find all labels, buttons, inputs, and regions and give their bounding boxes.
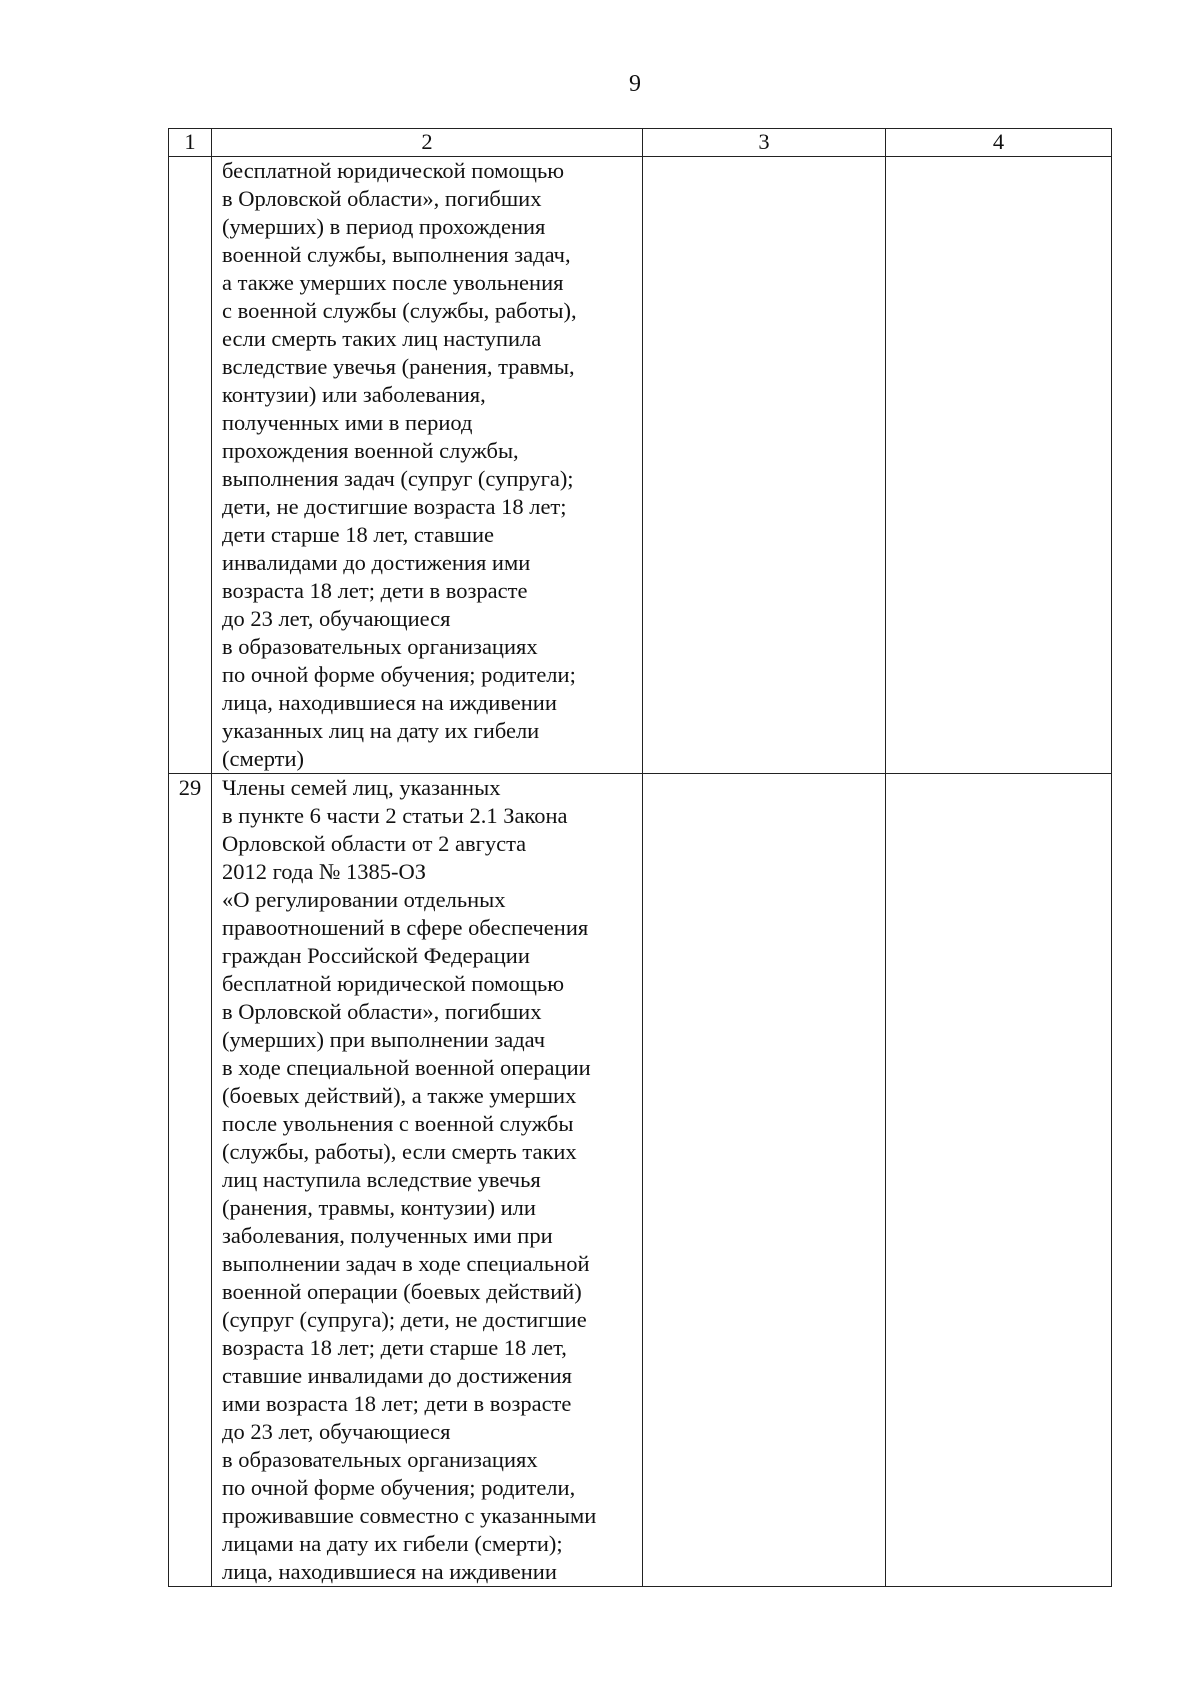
text-line: указанных лиц на дату их гибели [222, 718, 540, 743]
text-line: 2012 года № 1385-ОЗ [222, 859, 427, 884]
text-line: возраста 18 лет; дети в возрасте [222, 578, 528, 603]
row-col-4 [886, 774, 1112, 1587]
text-line: по очной форме обучения; родители, [222, 1475, 576, 1500]
text-line: Орловской области от 2 августа [222, 831, 527, 856]
text-line: (службы, работы), если смерть таких [222, 1139, 577, 1164]
text-line: в пункте 6 части 2 статьи 2.1 Закона [222, 803, 568, 828]
text-line: (боевых действий), а также умерших [222, 1083, 577, 1108]
text-line: лицами на дату их гибели (смерти); [222, 1531, 563, 1556]
text-line: с военной службы (службы, работы), [222, 298, 577, 323]
text-line: проживавшие совместно с указанными [222, 1503, 597, 1528]
row-description [212, 157, 643, 774]
text-line: до 23 лет, обучающиеся [222, 1419, 451, 1444]
text-line: по очной форме обучения; родители; [222, 662, 576, 687]
text-line: возраста 18 лет; дети старше 18 лет, [222, 1335, 567, 1360]
text-line: ставшие инвалидами до достижения [222, 1363, 572, 1388]
text-line: а также умерших после увольнения [222, 270, 564, 295]
header-col-2: 2 [212, 129, 643, 157]
text-line: бесплатной юридической помощью [222, 971, 565, 996]
header-col-3: 3 [643, 129, 886, 157]
row-col-3 [643, 774, 886, 1587]
text-line: «О регулировании отдельных [222, 887, 506, 912]
text-line: военной службы, выполнения задач, [222, 242, 571, 267]
table-row [169, 157, 1112, 774]
text-line: если смерть таких лиц наступила [222, 326, 542, 351]
row-col-4 [886, 157, 1112, 774]
text-line: дети старше 18 лет, ставшие [222, 522, 494, 547]
text-line: в Орловской области», погибших [222, 186, 542, 211]
text-line: (смерти) [222, 746, 305, 771]
text-line: граждан Российской Федерации [222, 943, 530, 968]
text-line: (умерших) при выполнении задач [222, 1027, 546, 1052]
text-line: Члены семей лиц, указанных [222, 775, 501, 800]
text-line: вследствие увечья (ранения, травмы, [222, 354, 575, 379]
text-line: лица, находившиеся на иждивении [222, 690, 557, 715]
text-line: выполнении задач в ходе специальной [222, 1251, 590, 1276]
text-line: лица, находившиеся на иждивении [222, 1559, 557, 1584]
text-line: полученных ими в период [222, 410, 473, 435]
header-col-1: 1 [169, 129, 212, 157]
text-line: лиц наступила вследствие увечья [222, 1167, 541, 1192]
table-header-row [169, 129, 1112, 157]
text-line: прохождения военной службы, [222, 438, 519, 463]
text-line: (умерших) в период прохождения [222, 214, 546, 239]
document-table [168, 128, 1112, 1587]
row-col-3 [643, 157, 886, 774]
page-number: 9 [629, 71, 641, 97]
text-line: контузии) или заболевания, [222, 382, 486, 407]
text-line: до 23 лет, обучающиеся [222, 606, 451, 631]
text-line: после увольнения с военной службы [222, 1111, 574, 1136]
header-col-4: 4 [886, 129, 1112, 157]
text-line: в образовательных организациях [222, 1447, 538, 1472]
text-line: в Орловской области», погибших [222, 999, 542, 1024]
text-line: инвалидами до достижения ими [222, 550, 531, 575]
text-line: дети, не достигшие возраста 18 лет; [222, 494, 567, 519]
text-line: выполнения задач (супруг (супруга); [222, 466, 574, 491]
row-number: 29 [169, 774, 212, 1587]
text-line: заболевания, полученных ими при [222, 1223, 553, 1248]
text-line: (ранения, травмы, контузии) или [222, 1195, 536, 1220]
row-number [169, 157, 212, 774]
text-line: в ходе специальной военной операции [222, 1055, 591, 1080]
text-line: ими возраста 18 лет; дети в возрасте [222, 1391, 572, 1416]
text-line: (супруг (супруга); дети, не достигшие [222, 1307, 587, 1332]
table-row [169, 774, 1112, 1587]
text-line: бесплатной юридической помощью [222, 158, 565, 183]
text-line: правоотношений в сфере обеспечения [222, 915, 589, 940]
text-line: в образовательных организациях [222, 634, 538, 659]
text-line: военной операции (боевых действий) [222, 1279, 582, 1304]
row-description [212, 774, 643, 1587]
